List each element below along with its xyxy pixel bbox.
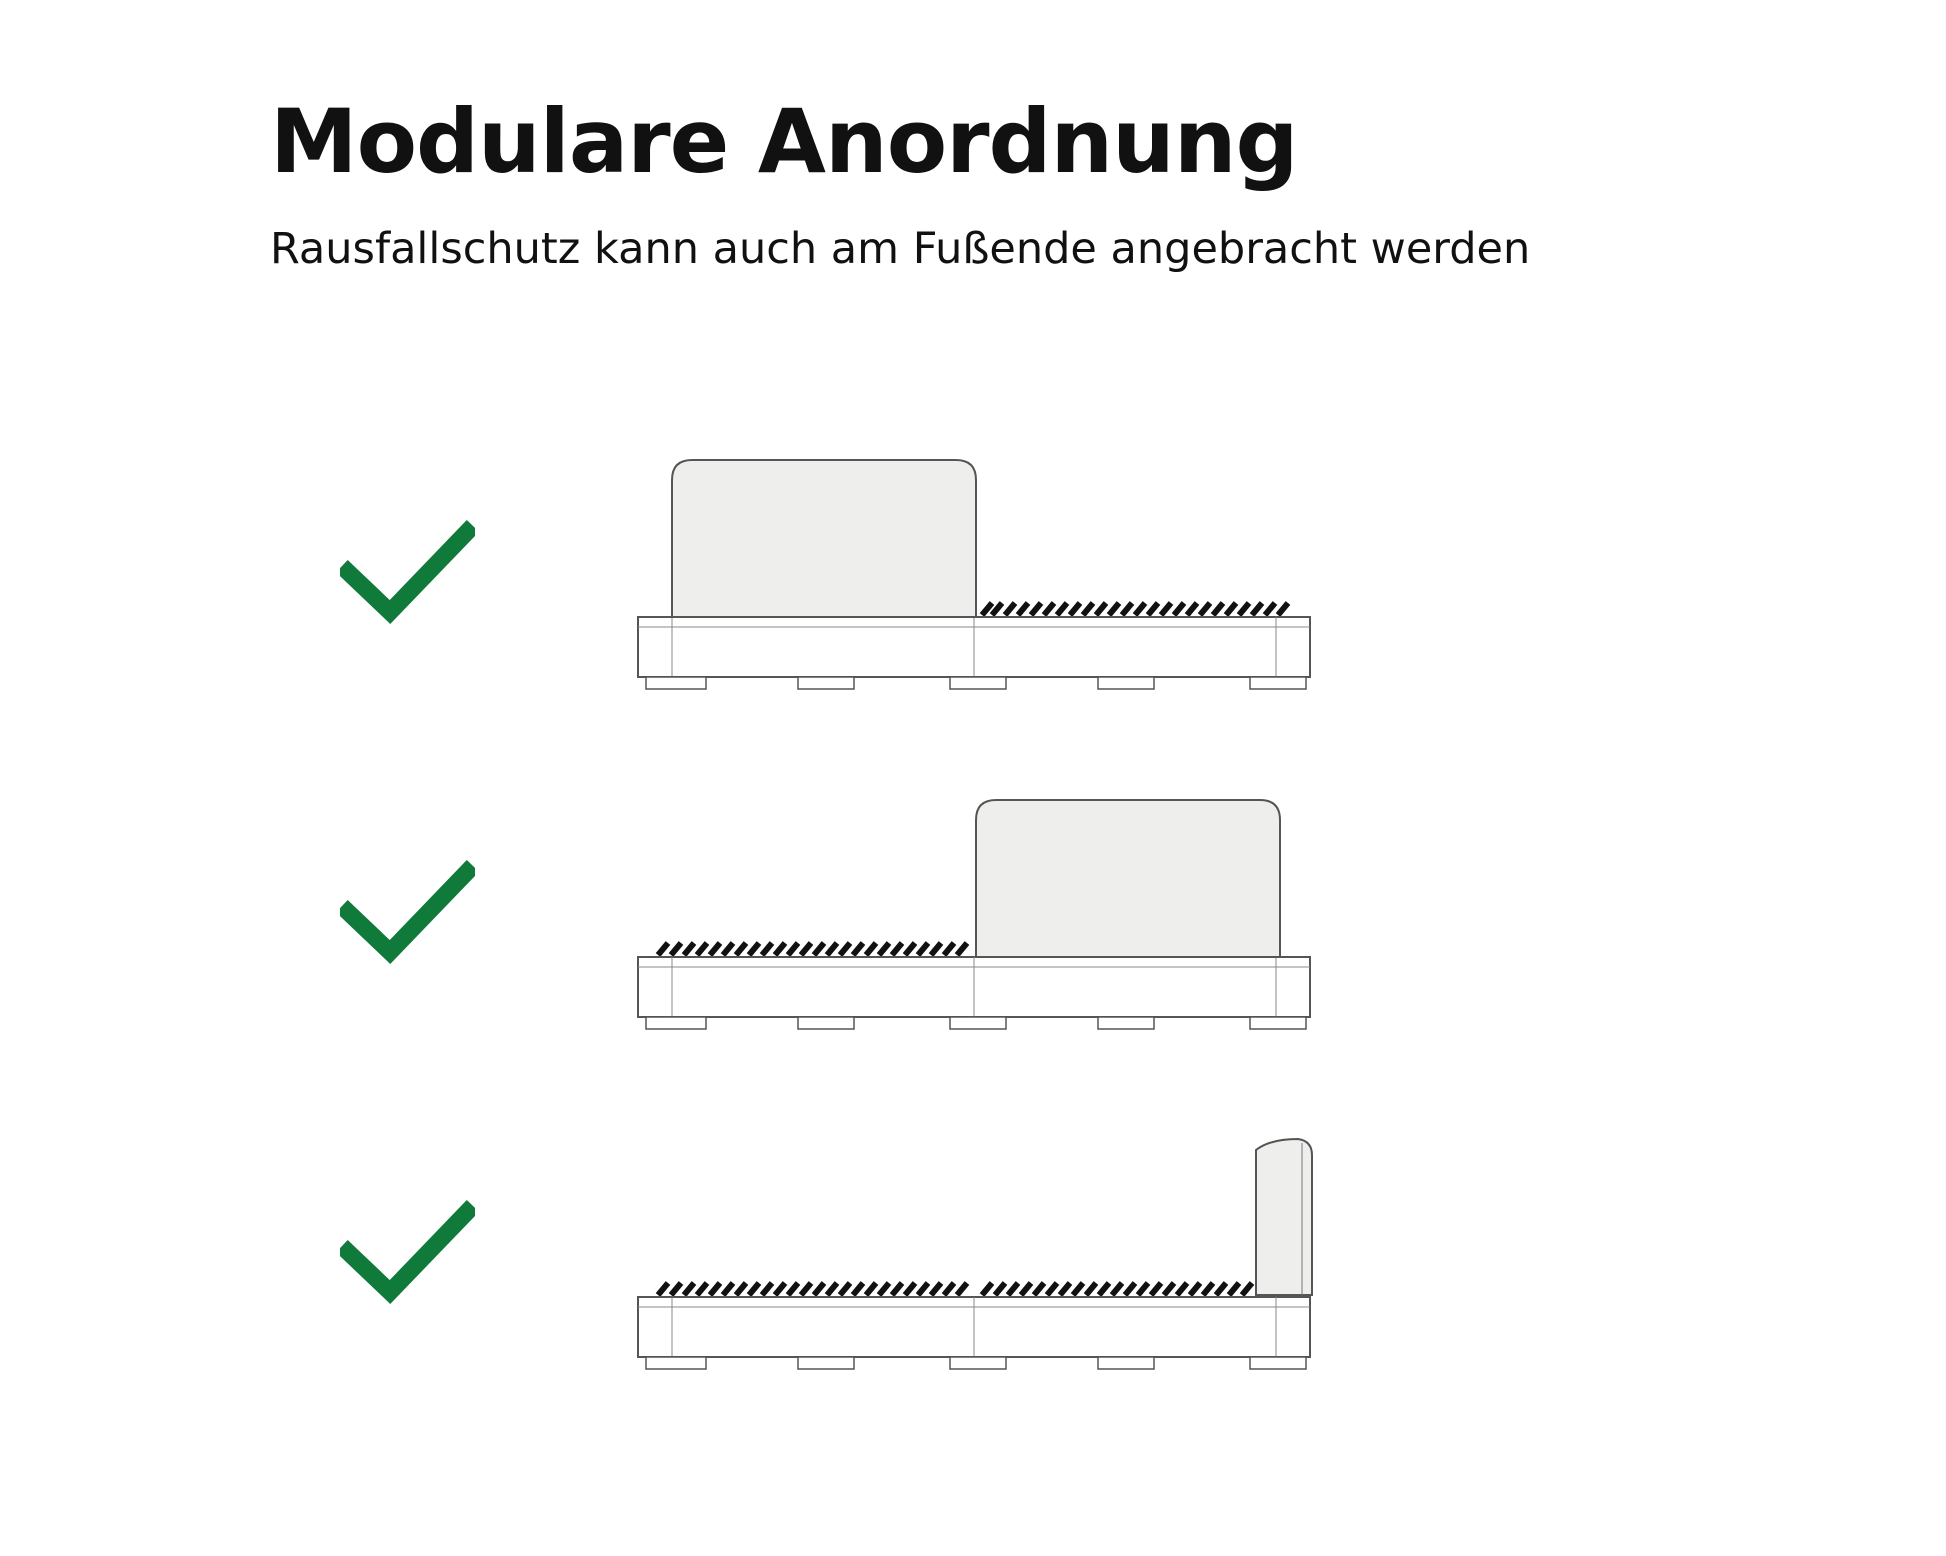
slatted-frame [658, 943, 967, 955]
checkmark-icon [340, 1200, 475, 1305]
checkmark-icon [340, 860, 475, 965]
bed-illustration-guard-foot [630, 1135, 1320, 1375]
page-title: Modulare Anordnung [270, 90, 1298, 193]
checkmark-icon [340, 520, 475, 625]
page-subtitle: Rausfallschutz kann auch am Fußende angebracht werden [270, 224, 1531, 274]
slatted-frame [982, 603, 1288, 615]
bed-illustration-guard-middle [630, 795, 1320, 1035]
bed-illustration-guard-head [630, 455, 1320, 695]
slatted-frame [658, 1283, 1252, 1295]
